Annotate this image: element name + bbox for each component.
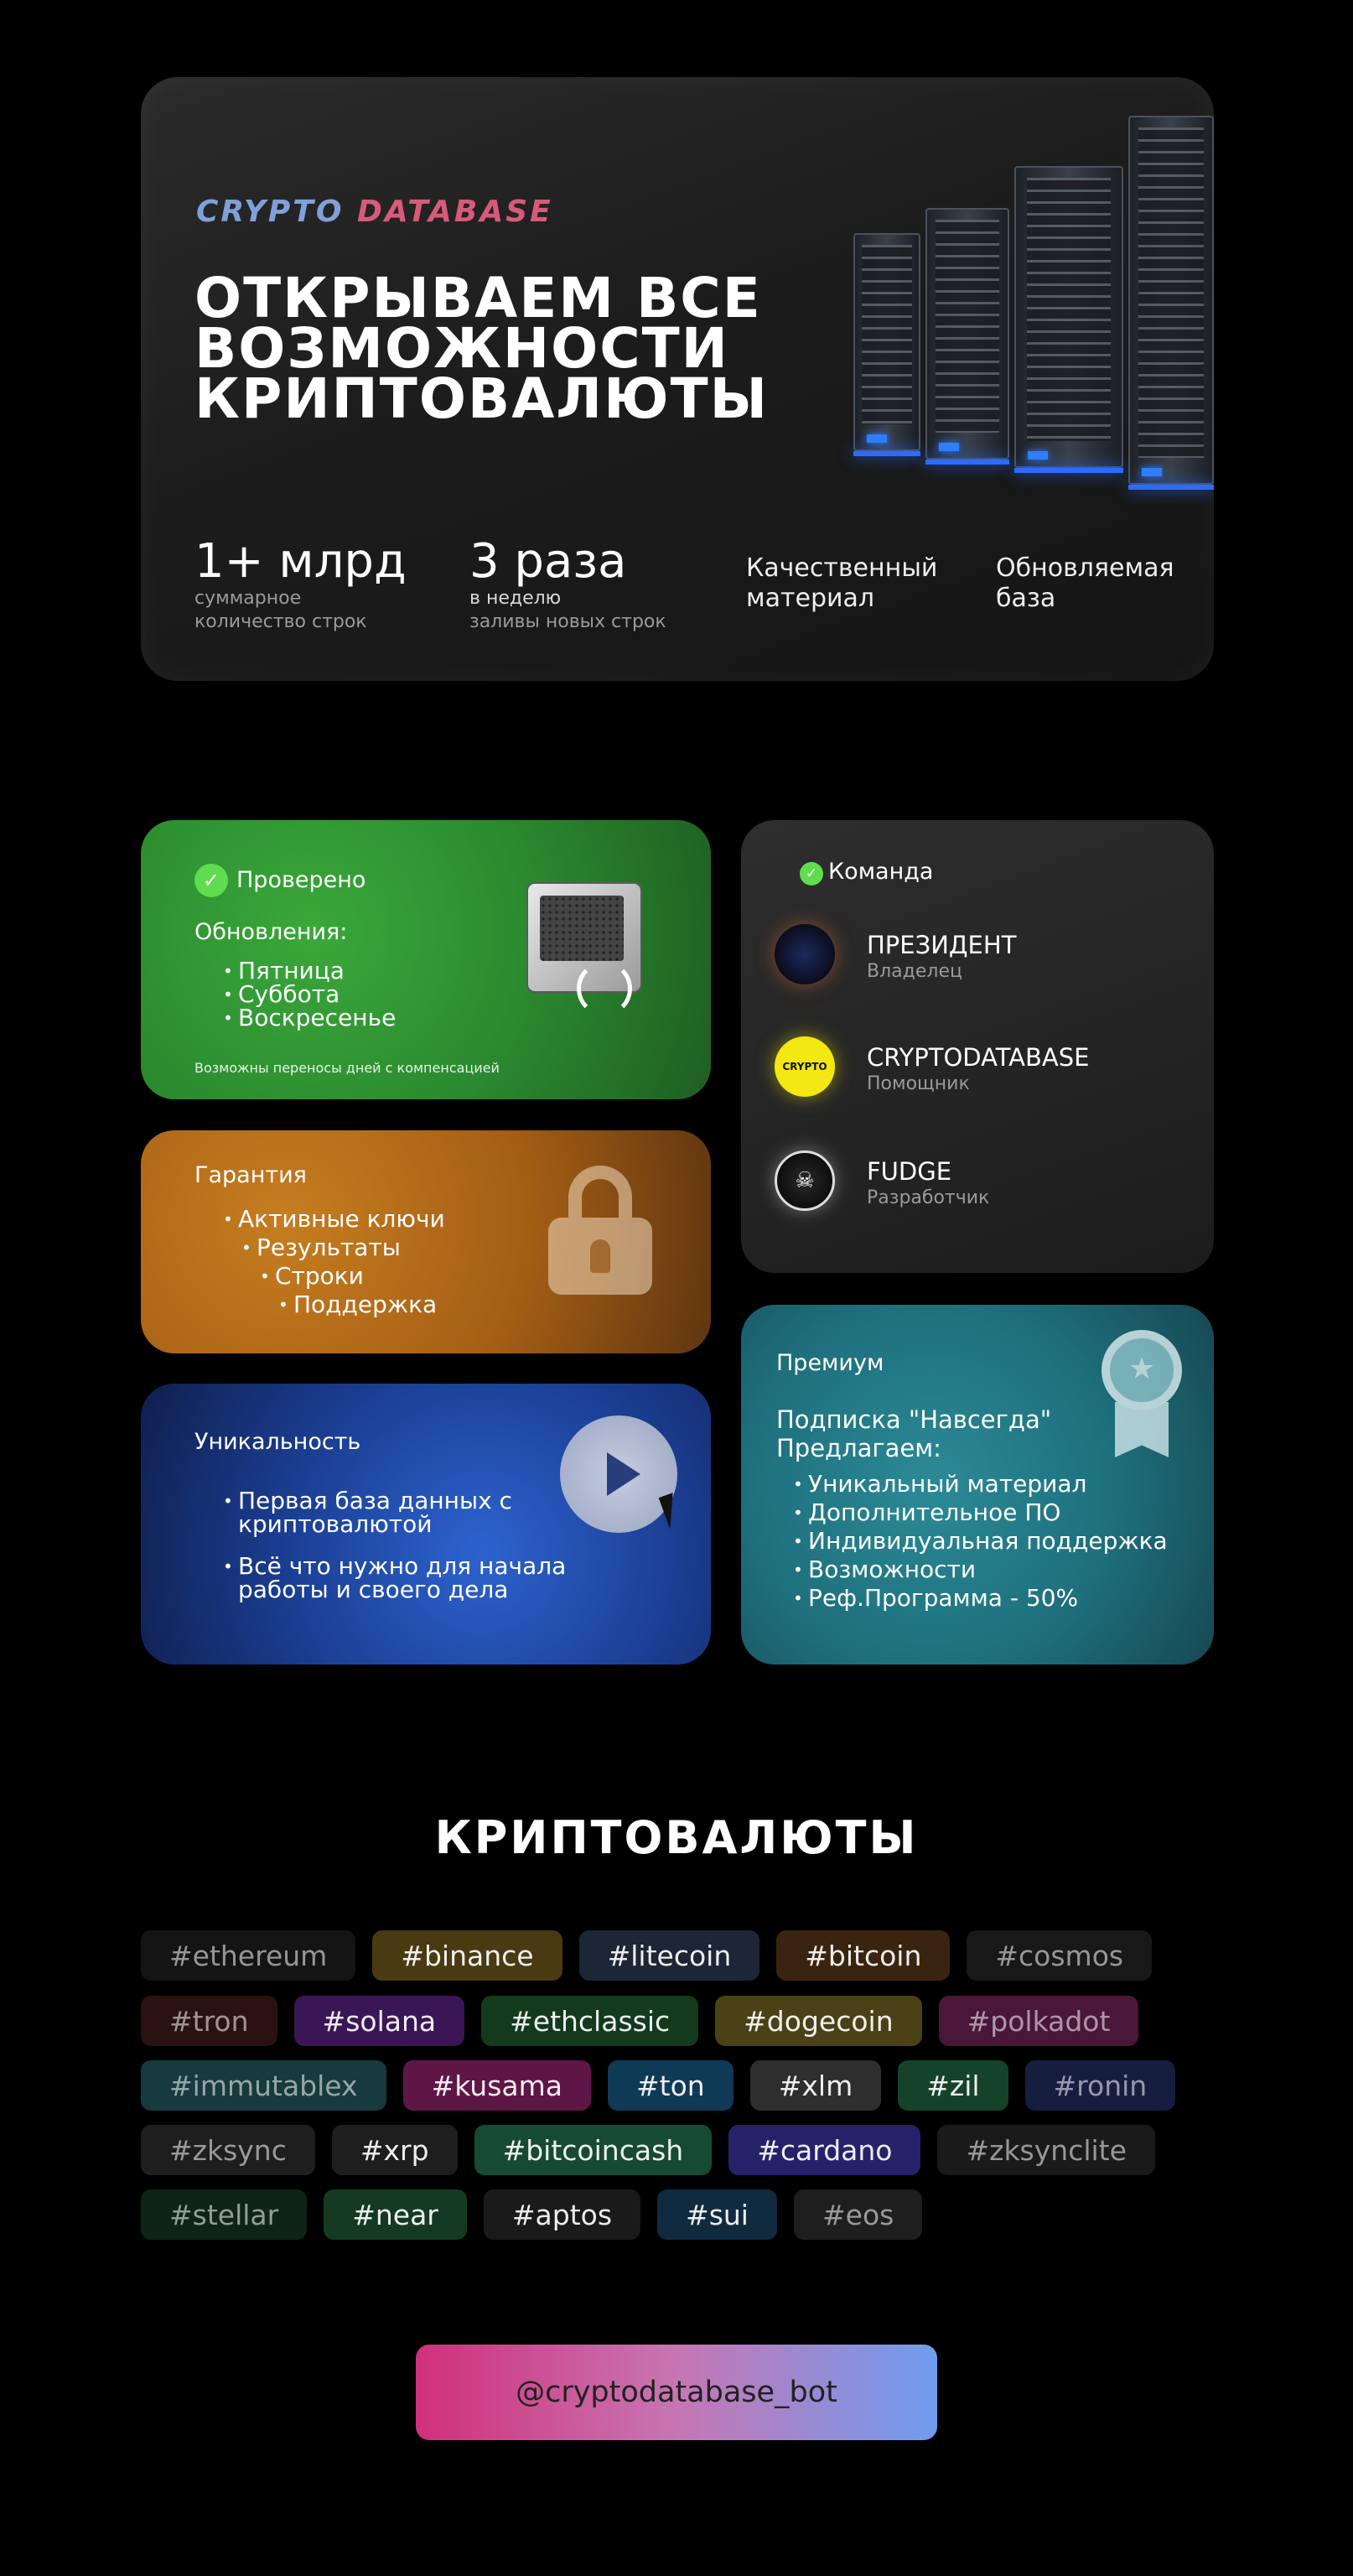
avatar: [775, 1036, 835, 1097]
list-item: • Пятница: [238, 959, 396, 983]
crypto-tag[interactable]: #litecoin: [579, 1930, 760, 1981]
list-item: • Активные ключи: [238, 1208, 445, 1231]
crypto-tag[interactable]: #tron: [141, 1996, 277, 2046]
server-pc-icon: [518, 882, 640, 1008]
crypto-tag[interactable]: #xlm: [750, 2060, 882, 2111]
crypto-tag[interactable]: #dogecoin: [715, 1996, 921, 2046]
feature-updatable: [996, 553, 1214, 614]
list-item: • Суббота: [238, 983, 396, 1006]
crypto-tag[interactable]: #zksynclite: [937, 2125, 1154, 2175]
servers-icon: [853, 132, 1214, 518]
stat-label-2: заливы новых строк: [469, 611, 666, 632]
stat-label-1: суммарное: [194, 588, 302, 609]
avatar: [775, 924, 835, 984]
list-item: • Дополнительное ПО: [808, 1501, 1168, 1524]
crypto-tag[interactable]: #stellar: [141, 2189, 307, 2240]
tag-row: [141, 1930, 1214, 1981]
list-item: • Реф.Программа - 50%: [808, 1587, 1168, 1610]
member-role: Разработчик: [867, 1187, 990, 1208]
sync-icon: [577, 961, 632, 1016]
uniqueness-list: [238, 1489, 566, 1602]
stat-value: 3 раза: [469, 534, 627, 589]
verified-card: [141, 820, 711, 1099]
premium-title: Премиум: [776, 1350, 884, 1376]
list-item: • Возможности: [808, 1558, 1168, 1581]
list-item: • Строки: [275, 1265, 445, 1288]
feature-line1: Обновляемая: [996, 553, 1174, 583]
feature-line2: материал: [746, 584, 875, 613]
guarantee-card: [141, 1130, 711, 1353]
crypto-tag[interactable]: #ton: [608, 2060, 734, 2111]
crypto-tag[interactable]: #ronin: [1025, 2060, 1176, 2111]
hero-title-line1: ОТКРЫВАЕМ ВСЕ: [194, 266, 762, 330]
crypto-tag[interactable]: #zksync: [141, 2125, 315, 2175]
crypto-tag[interactable]: #eos: [794, 2189, 922, 2240]
avatar: ☠: [775, 1150, 835, 1211]
play-icon: [560, 1415, 677, 1533]
stat-label-1: в неделю: [469, 588, 562, 609]
list-item: • Результаты: [257, 1236, 445, 1259]
team-member-president: [775, 924, 1177, 991]
hero-title-line3: КРИПТОВАЛЮТЫ: [194, 366, 769, 431]
item-line1: • Первая база данных с: [238, 1487, 512, 1514]
crypto-tag[interactable]: #polkadot: [939, 1996, 1139, 2046]
stat-frequency: [469, 534, 704, 634]
verified-title: Проверено: [236, 867, 366, 893]
check-badge-icon: ✓: [194, 864, 228, 897]
brand-part1: CRYPTO: [196, 195, 345, 229]
team-member-fudge: [775, 1150, 1177, 1218]
stat-value: 1+ млрд: [194, 534, 407, 589]
list-item: • Уникальный материал: [808, 1472, 1168, 1496]
crypto-tag[interactable]: #solana: [294, 1996, 465, 2046]
telegram-bot-button[interactable]: @cryptodatabase_bot: [416, 2345, 937, 2440]
crypto-tag[interactable]: #bitcoincash: [474, 2125, 713, 2175]
crypto-tag[interactable]: #kusama: [403, 2060, 591, 2111]
member-role: Помощник: [867, 1073, 970, 1094]
list-item: • Индивидуальная поддержка: [808, 1530, 1168, 1553]
crypto-tag[interactable]: #cardano: [728, 2125, 920, 2175]
guarantee-list: [238, 1205, 445, 1318]
tag-row: [141, 1996, 1214, 2046]
list-item: [238, 1552, 567, 1603]
list-item: • Поддержка: [293, 1293, 445, 1317]
crypto-tag[interactable]: #cosmos: [967, 1930, 1152, 1981]
crypto-tag[interactable]: #zil: [898, 2060, 1008, 2111]
team-card: [741, 820, 1214, 1273]
avatar-text: CRYPTO: [782, 1061, 827, 1072]
crypto-section-title: КРИПТОВАЛЮТЫ: [434, 1811, 919, 1864]
premium-card: [741, 1305, 1214, 1665]
crypto-tag[interactable]: #immutablex: [141, 2060, 386, 2111]
uniqueness-card: [141, 1384, 711, 1665]
feature-line2: база: [996, 584, 1056, 613]
verified-subtitle: Обновления:: [194, 919, 348, 945]
brand-part2: DATABASE: [357, 195, 553, 229]
uniqueness-title: Уникальность: [194, 1429, 361, 1455]
hero-card: [141, 77, 1214, 681]
list-item: [238, 1489, 566, 1536]
item-line1: • Всё что нужно для начала: [238, 1552, 567, 1580]
premium-offer-label: Предлагаем:: [776, 1434, 941, 1462]
tag-row: [141, 2189, 1214, 2240]
crypto-tag[interactable]: #near: [324, 2189, 467, 2240]
stat-label-2: количество строк: [194, 611, 367, 632]
list-item: • Воскресенье: [238, 1006, 396, 1030]
member-name: ПРЕЗИДЕНТ: [867, 931, 1017, 959]
item-line2: криптовалютой: [238, 1510, 433, 1538]
brand-logo: [196, 195, 553, 229]
medal-icon: ★: [1095, 1330, 1187, 1464]
team-member-cryptodatabase: [775, 1036, 1177, 1104]
hero-title-line2: ВОЗМОЖНОСТИ: [194, 316, 729, 381]
crypto-tag[interactable]: #bitcoin: [776, 1930, 950, 1981]
member-name: CRYPTODATABASE: [867, 1043, 1090, 1072]
check-badge-icon: ✓: [800, 862, 823, 886]
crypto-tag[interactable]: #ethclassic: [481, 1996, 698, 2046]
premium-subscription: Подписка "Навсегда": [776, 1405, 1052, 1434]
team-title: Команда: [828, 859, 934, 885]
guarantee-title: Гарантия: [194, 1162, 307, 1188]
crypto-tag[interactable]: #sui: [657, 2189, 777, 2240]
verified-days-list: [238, 959, 396, 1030]
crypto-tag[interactable]: #ethereum: [141, 1930, 355, 1981]
premium-list: [808, 1472, 1168, 1610]
crypto-tag[interactable]: #aptos: [484, 2189, 640, 2240]
crypto-tag[interactable]: #xrp: [332, 2125, 458, 2175]
member-name: FUDGE: [867, 1157, 952, 1186]
feature-line1: Качественный: [746, 553, 938, 583]
item-line2: работы и своего дела: [238, 1576, 509, 1603]
crypto-tag[interactable]: #binance: [372, 1930, 562, 1981]
tag-row: [141, 2125, 1214, 2175]
tag-row: [141, 2060, 1214, 2111]
verified-note: Возможны переносы дней с компенсацией: [194, 1060, 500, 1076]
hero-title: [194, 266, 865, 431]
member-role: Владелец: [867, 961, 962, 982]
feature-quality: [746, 553, 998, 614]
stat-rows: [194, 534, 429, 634]
lock-icon: [548, 1166, 652, 1291]
